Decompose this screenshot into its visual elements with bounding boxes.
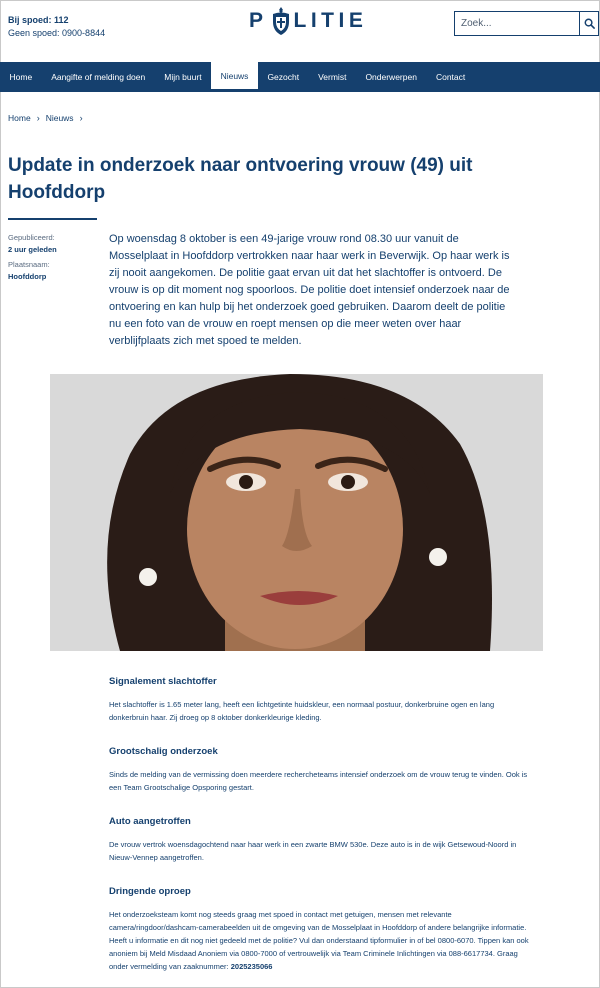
emergency-numbers bbox=[8, 14, 105, 40]
oproep-text: Het onderzoeksteam komt nog steeds graag met spoed in contact met getuigen, mensen met relevante camera/ringdoor/dashcam-camerabeelden uit de omgeving van de Mosselplaat in Hoofddorp of andere belangrijke informatie. Heeft u informatie en dit nog niet gedeeld met de politie? Vul dan onderstaand tipformulier in of bel 0800-6070. Tippen kan ook anoniem bij Meld Misdaad Anoniem via 0800-7000 of vertrouwelijk via Team Criminele Inlichtingen via 088-6617734. Graag onder vermelding van zaaknummer: bbox=[109, 910, 529, 971]
nav-item-home[interactable]: Home bbox=[9, 72, 33, 82]
case-number: 2025235066 bbox=[230, 962, 273, 971]
section-auto-aangetroffen bbox=[109, 816, 529, 864]
section-grootschalig-onderzoek bbox=[109, 746, 529, 794]
article-intro: Op woensdag 8 oktober is een 49-jarige vrouw rond 08.30 uur vanuit de Mosselplaat in Hoofddorp vertrokken naar haar werk in Beverwijk. Op haar werk is zij nooit aangekomen. De politie gaat ervan uit dat het slachtoffer is ontvoerd. De vrouw is op dit moment nog spoorloos. De politie doet intensief onderzoek naar de ontvoering en kan hulp bij het onderzoek goed gebruiken. Daarom deelt de politie nu een foto van de vrouw en roept mensen op die meer weten over haar verblijfplaats zich met spoed te melden. bbox=[109, 233, 510, 347]
section-heading: Grootschalig onderzoek bbox=[109, 746, 218, 757]
breadcrumb-separator: › bbox=[79, 113, 83, 123]
nav-item-vermist[interactable]: Vermist bbox=[318, 72, 347, 82]
section-heading: Dringende oproep bbox=[109, 886, 191, 897]
police-badge-icon bbox=[269, 6, 293, 36]
victim-photo bbox=[50, 374, 543, 651]
published-label: Gepubliceerd: bbox=[8, 233, 55, 242]
section-body: Het slachtoffer is 1.65 meter lang, heeft een lichtgetinte huidskleur, een normaal postuur, donkerbruine ogen en lang donkerbruin haar. Zij droeg op 8 oktober donkerkleurige kleding. bbox=[109, 700, 495, 722]
nav-item-aangifte[interactable]: Aangifte of melding doen bbox=[51, 72, 146, 82]
nav-item-onderwerpen[interactable]: Onderwerpen bbox=[365, 72, 417, 82]
section-dringende-oproep bbox=[109, 886, 529, 973]
politie-logo[interactable] bbox=[249, 3, 367, 39]
section-body bbox=[109, 908, 529, 973]
site-header bbox=[0, 0, 600, 62]
breadcrumb-nieuws[interactable]: Nieuws bbox=[45, 113, 74, 123]
breadcrumb-home[interactable]: Home bbox=[8, 113, 31, 123]
search-icon bbox=[584, 18, 595, 29]
search-box bbox=[454, 11, 599, 36]
search-input[interactable] bbox=[455, 12, 579, 35]
non-emergency-number[interactable]: Geen spoed: 0900-8844 bbox=[8, 28, 106, 38]
breadcrumb bbox=[8, 113, 89, 123]
published-value: 2 uur geleden bbox=[8, 245, 57, 254]
section-heading: Signalement slachtoffer bbox=[109, 676, 217, 687]
logo-text-left: P bbox=[249, 9, 268, 32]
title-divider bbox=[8, 218, 97, 220]
logo-text-right: LITIE bbox=[293, 9, 368, 32]
place-value: Hoofddorp bbox=[8, 272, 47, 281]
nav-item-contact[interactable]: Contact bbox=[435, 72, 466, 82]
nav-item-mijn-buurt[interactable]: Mijn buurt bbox=[164, 72, 202, 82]
section-heading: Auto aangetroffen bbox=[109, 816, 191, 827]
section-body: De vrouw vertrok woensdagochtend naar haar werk in een zwarte BMW 530e. Deze auto is in de wijk Getsewoud-Noord in Nieuw-Vennep aangetroffen. bbox=[109, 840, 517, 862]
nav-item-nieuws[interactable]: Nieuws bbox=[211, 62, 258, 92]
place-label: Plaatsnaam: bbox=[8, 260, 50, 269]
article-meta bbox=[8, 232, 57, 286]
search-button[interactable] bbox=[579, 12, 598, 35]
main-navigation bbox=[0, 62, 600, 92]
page-title: Update in onderzoek naar ontvoering vrouw (49) uit Hoofddorp bbox=[8, 155, 473, 203]
nav-item-gezocht[interactable]: Gezocht bbox=[267, 72, 300, 82]
emergency-number[interactable]: Bij spoed: 112 bbox=[8, 15, 69, 25]
section-signalement bbox=[109, 676, 529, 724]
section-body: Sinds de melding van de vermissing doen meerdere rechercheteams intensief onderzoek om de vrouw terug te vinden. Ook is een Team Grootschalige Opsporing gestart. bbox=[109, 770, 528, 792]
breadcrumb-separator: › bbox=[36, 113, 40, 123]
